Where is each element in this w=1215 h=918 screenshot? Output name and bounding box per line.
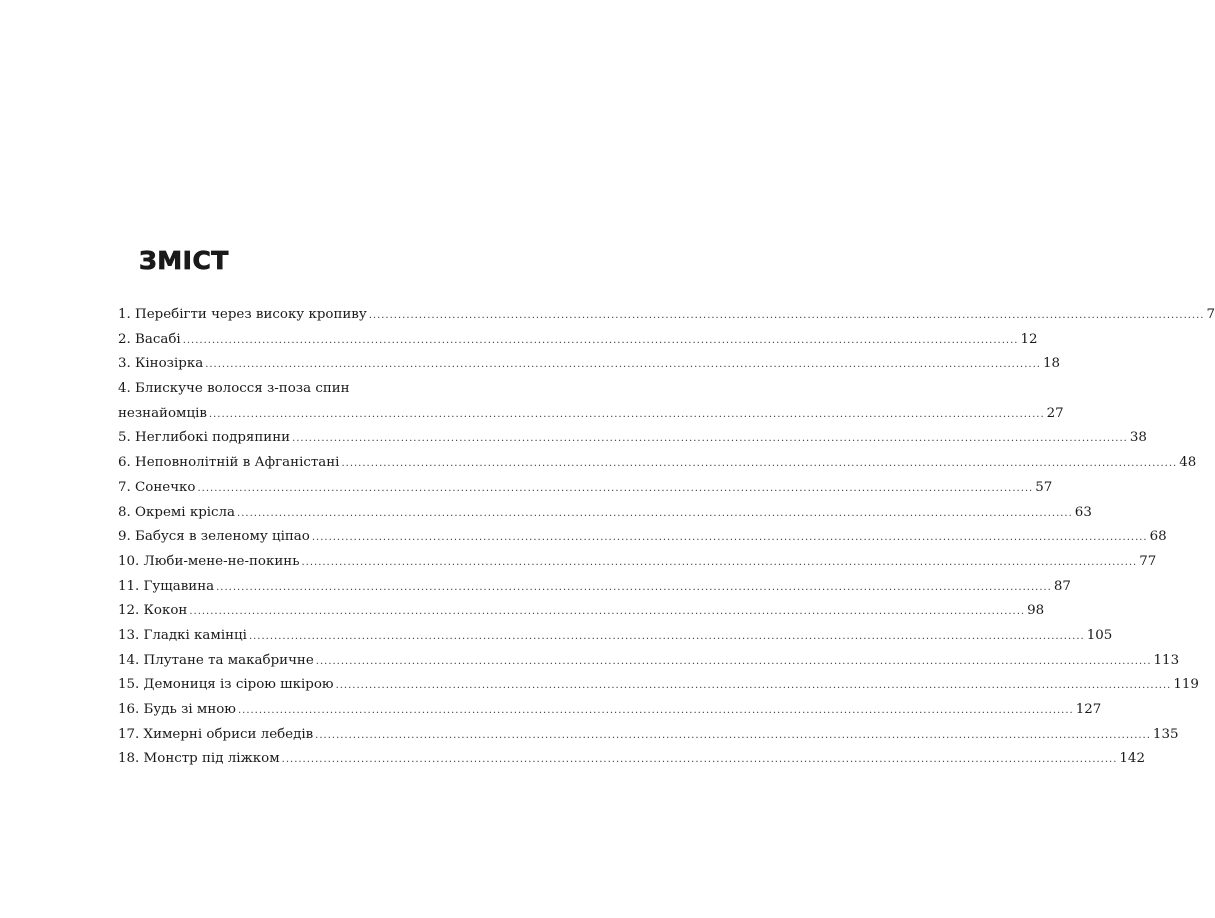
toc-entry (118, 673, 1199, 698)
toc-entry-page: 113 (1153, 652, 1180, 668)
toc-entry (118, 426, 1147, 451)
dot-leader: ........................................................................................................................................................................................................ (237, 705, 1074, 716)
dot-leader: ........................................................................................................................................................................................................ (182, 334, 1019, 346)
toc-entry-page: 87 (1053, 578, 1071, 594)
toc-entry-title: 12. Кокон (118, 603, 188, 619)
toc-entry-page: 63 (1074, 504, 1092, 520)
toc-entry (118, 501, 1092, 526)
toc-entry-title: незнайомців (118, 405, 207, 421)
toc-entry-page: 105 (1086, 627, 1113, 643)
toc-entry-page: 27 (1046, 405, 1064, 421)
toc-entry (118, 550, 1157, 575)
dot-leader: ........................................................................................................................................................................................................ (189, 606, 1026, 618)
dot-leader: ........................................................................................................................................................................................................ (368, 310, 1205, 321)
toc-entry-page: 142 (1119, 751, 1145, 767)
toc-entry (118, 747, 1145, 772)
toc-entry-title: 1. Перебігти через високу кропиву (118, 307, 367, 322)
toc-entry (118, 698, 1102, 723)
toc-entry (118, 723, 1179, 748)
toc-entry-page: 7 (1206, 307, 1215, 322)
dot-leader: ........................................................................................................................................................................................................ (311, 532, 1148, 544)
toc-entry-title: 5. Неглибокі подряпини (118, 430, 291, 446)
dot-leader: ........................................................................................................................................................................................................ (315, 729, 1151, 741)
toc-entry (118, 599, 1045, 624)
toc-entry-title: 16. Будь зі мною (118, 702, 236, 717)
toc-entry-page: 119 (1173, 677, 1199, 693)
toc-entry-title: 6. Неповнолітній в Афганістані (118, 455, 340, 471)
toc-entry-title: 9. Бабуся в зеленому ціпао (118, 529, 310, 545)
toc-entry-title: 2. Васабі (118, 331, 181, 347)
toc-entry (118, 303, 1215, 328)
page-title: ЗМІСТ (139, 246, 229, 275)
toc-entry-title: 15. Демониця із сірою шкірою (118, 677, 334, 693)
toc-entry-page: 57 (1035, 479, 1053, 495)
toc-entry-title: 3. Кінозірка (118, 356, 204, 372)
toc-entry (118, 402, 1064, 427)
toc-entry-page: 98 (1027, 603, 1045, 619)
dot-leader: ........................................................................................................................................................................................................ (315, 655, 1152, 667)
toc-entry (118, 352, 1060, 377)
dot-leader: ........................................................................................................................................................................................................ (335, 680, 1172, 692)
dot-leader: ........................................................................................................................................................................................................ (301, 556, 1138, 568)
dot-leader: ........................................................................................................................................................................................................ (208, 408, 1045, 420)
toc-entry-title: 17. Химерні обриси лебедів (118, 726, 314, 742)
toc-entry-page: 48 (1179, 455, 1197, 471)
toc-entry-page: 77 (1139, 553, 1157, 569)
toc-entry-title: 4. Блискуче волосся з-поза спин (118, 381, 350, 397)
toc-entry-page: 18 (1042, 356, 1060, 372)
toc-entry-page: 127 (1075, 702, 1102, 717)
dot-leader: ........................................................................................................................................................................................................ (237, 507, 1073, 519)
toc-entry-title: 13. Гладкі камінці (118, 627, 247, 643)
toc-entry (118, 451, 1197, 476)
dot-leader: ........................................................................................................................................................................................................ (281, 754, 1118, 766)
toc-entry (118, 575, 1071, 600)
toc-entry (118, 476, 1053, 501)
toc-entry-page: 12 (1020, 331, 1038, 347)
toc-entry-page: 135 (1152, 726, 1179, 742)
toc-entry-title: 8. Окремі крісла (118, 504, 236, 520)
toc-entry-title: 11. Гущавина (118, 578, 215, 594)
dot-leader: ........................................................................................................................................................................................................ (216, 581, 1052, 593)
toc-entry (118, 328, 1038, 353)
dot-leader: ........................................................................................................................................................................................................ (205, 359, 1041, 371)
toc-entry-page: 68 (1149, 529, 1167, 545)
toc-entry (118, 649, 1180, 674)
dot-leader: ........................................................................................................................................................................................................ (248, 630, 1085, 642)
toc-entry-title: 14. Плутане та макабричне (118, 652, 314, 668)
toc-entry-title: 7. Сонечко (118, 479, 196, 495)
toc-entry-title: 10. Люби-мене-не-покинь (118, 553, 300, 569)
toc-entry-title: 18. Монстр під ліжком (118, 751, 280, 767)
toc-entry (118, 525, 1167, 550)
dot-leader: ........................................................................................................................................................................................................ (341, 458, 1178, 470)
dot-leader: ........................................................................................................................................................................................................ (292, 433, 1128, 445)
table-of-contents (118, 303, 1215, 772)
toc-entry (118, 624, 1113, 649)
toc-entry-line (118, 377, 476, 402)
dot-leader: ........................................................................................................................................................................................................ (197, 482, 1034, 494)
toc-entry-page: 38 (1129, 430, 1147, 446)
